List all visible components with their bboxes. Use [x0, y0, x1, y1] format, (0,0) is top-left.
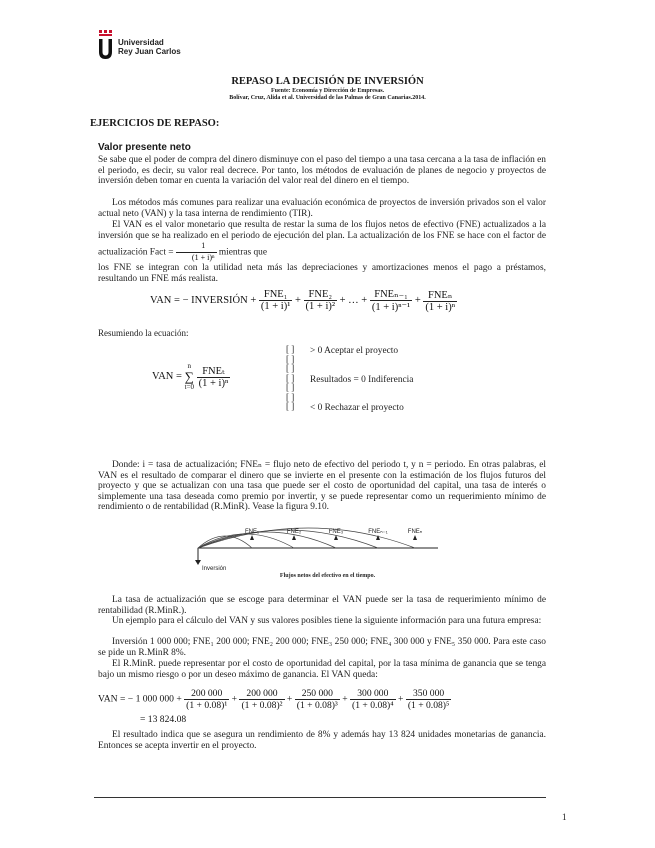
paragraph-6: La tasa de actualización que se escoge para determinar el VAN puede ser la tasa de requerimiento mínimo de rentabilidad (R.MinR.).	[98, 595, 546, 616]
page-number: 1	[562, 812, 567, 822]
example-num-5: 350 000	[406, 688, 452, 700]
term-2-num: FNE₂	[304, 289, 337, 301]
time-axis	[195, 548, 438, 565]
term-4-den: (1 + i)ⁿ	[425, 301, 456, 313]
summary-lhs: VAN =	[152, 370, 182, 382]
plus-sign: +	[231, 693, 238, 705]
van-formula-lhs: VAN = − INVERSIÓN +	[150, 294, 257, 306]
paragraph-10: El resultado indica que se asegura un rendimiento de 8% y además hay 13 824 unidades monetarias de ganancia. Entonces se acepta invertir en el proyecto.	[98, 730, 546, 751]
flow-label-3: FNE₃	[328, 529, 344, 535]
example-num-4: 300 000	[350, 688, 396, 700]
flow-label-5: FNEₙ	[407, 529, 423, 535]
sigma-block	[185, 362, 194, 391]
ellipsis: + … +	[339, 294, 368, 306]
sigma-bottom: t=0	[184, 383, 194, 391]
footer-divider	[94, 797, 546, 798]
fact-denominator: (1 + i)ⁿ	[191, 252, 215, 262]
example-num-1: 200 000	[184, 688, 229, 700]
figure-caption: Flujos netos del efectivo en el tiempo.	[279, 573, 376, 579]
urjc-logo-icon	[99, 30, 112, 59]
subsection-title: Valor presente neto	[98, 142, 191, 153]
plus-sign: +	[342, 693, 348, 705]
source-line-1: Fuente: Economía y Dirección de Empresas.	[270, 88, 385, 94]
case-reject: < 0 Rechazar el proyecto	[310, 403, 404, 413]
example-term-2	[239, 688, 284, 711]
institution-line2: Rey Juan Carlos	[118, 47, 181, 56]
source-line-2: Bolívar, Cruz, Alida et al. Universidad de las Palmas de Gran Canarias.2014.	[229, 95, 426, 101]
institution-line1: Universidad	[118, 38, 164, 47]
term-2-den: (1 + i)²	[305, 301, 336, 312]
example-lhs: VAN = − 1 000 000 +	[98, 693, 182, 705]
paragraph-3-text: El VAN es el valor monetario que resulta de restar la suma de los flujos netos de efectivo (FNE) actualizados a la inversión que se ha realizado en el periodo de ejecución del plan. La actualización de los FNE se hace con el factor de actualización Fact =	[98, 220, 546, 258]
term-1-num: FNE₁	[259, 289, 292, 301]
example-den-1: (1 + 0.08)¹	[186, 700, 228, 711]
flow-label-2: FNE₂	[286, 529, 302, 535]
summary-den: (1 + i)ⁿ	[198, 377, 229, 389]
paragraph-9: El R.MinR. puede representar por el costo de oportunidad del capital, por la tasa mínima de ganancia que se tenga bajo un mismo riesgo o por un deseo máximo de ganancia. El VAN queda:	[98, 659, 546, 680]
example-den-2: (1 + 0.08)²	[241, 700, 283, 711]
investment-label: Inversión	[202, 566, 227, 572]
sigma-icon: ∑	[184, 369, 194, 384]
plus-sign: +	[397, 693, 404, 705]
paragraph-3-after: mientras que	[218, 247, 268, 258]
example-num-3: 250 000	[295, 688, 340, 700]
flow-label-1: FNE₁	[244, 529, 260, 535]
example-formula	[98, 688, 451, 711]
example-num-2: 200 000	[239, 688, 284, 700]
example-term-3	[295, 688, 340, 711]
term-4	[423, 289, 457, 313]
fact-numerator: 1	[176, 241, 217, 253]
example-den-5: (1 + 0.08)⁵	[407, 700, 450, 711]
van-formula	[150, 288, 457, 313]
paragraph-1: Se sabe que el poder de compra del dinero disminuye con el paso del tiempo a una tasa cercana a la tasa de inflación en el periodo, es decir, su valor real decrece. Por tanto, los métodos de evaluación de planes de negocio y proyectos de inversión deben tomar en cuenta la variación del valor real del dinero en el tiempo.	[98, 155, 546, 187]
example-term-5	[406, 688, 452, 711]
paragraph-2: Los métodos más comunes para realizar una evaluación económica de proyectos de inversión privados son el valor actual neto (VAN) y la tasa interna de rendimiento (TIR).	[98, 198, 546, 219]
example-den-4: (1 + 0.08)⁴	[352, 700, 394, 711]
section-title: EJERCICIOS DE REPASO:	[90, 118, 220, 129]
example-result: = 13 824.08	[140, 714, 187, 725]
paragraph-7: Un ejemplo para el cálculo del VAN y sus valores posibles tiene la siguiente información para una futura empresa:	[112, 616, 542, 626]
plus-sign: +	[294, 294, 301, 306]
summary-formula	[152, 362, 230, 391]
flow-label-4: FNEₙ₋₁	[368, 529, 388, 535]
term-4-num: FNEₙ	[423, 289, 457, 302]
case-bracket: [ ] [ ] [ ] [ ] [ ] [ ] [ ]	[286, 344, 295, 411]
example-term-4	[350, 688, 396, 711]
term-3	[370, 288, 412, 313]
term-1	[259, 289, 292, 312]
case-indifference: Resultados = 0 Indiferencia	[310, 375, 414, 385]
paragraph-5: Donde: i = tasa de actualización; FNEₙ = flujo neto de efectivo del periodo t, y n = periodo. En otras palabras, el VAN es el resultado de comparar el dinero que se invierte en el presente con la estimación de los flujos futuros del proyecto y que se actualizan con una tasa que puede ser el costo de oportunidad del capital, una tasa de interés o simplemente una tasa deseada como premio por invertir, y se puede representar como un requerimiento mínimo de rendimiento o de rentabilidad (R.MinR). Vease la figura 9.10.	[98, 460, 546, 513]
case-accept: > 0 Aceptar el proyecto	[310, 346, 399, 356]
plus-sign: +	[414, 294, 421, 306]
sigma-top: n	[187, 362, 192, 370]
institution-name	[118, 38, 181, 56]
summary-num: FNEₜ	[197, 365, 231, 378]
example-den-3: (1 + 0.08)³	[296, 700, 338, 711]
term-2	[304, 289, 337, 312]
term-3-den: (1 + i)ⁿ⁻¹	[371, 302, 411, 313]
term-1-den: (1 + i)¹	[260, 301, 291, 312]
cash-flow-figure	[190, 518, 450, 572]
paragraph-3	[98, 220, 546, 263]
fact-fraction	[176, 241, 217, 263]
plus-sign: +	[286, 693, 293, 705]
term-3-num: FNEₙ₋₁	[370, 288, 412, 301]
summary-label: Resumiendo la ecuación:	[98, 328, 189, 338]
document-title: REPASO LA DECISIÓN DE INVERSIÓN	[231, 76, 424, 87]
example-term-1	[184, 688, 229, 711]
summary-fraction	[197, 365, 231, 389]
paragraph-8: Inversión 1 000 000; FNE₁ 200 000; FNE₂ 200 000; FNE₃ 250 000; FNE₄ 300 000 y FNE₅ 350 000. Para este caso se pide un R.MinR 8%.	[98, 637, 546, 658]
paragraph-4: los FNE se integran con la utilidad neta más las depreciaciones y amortizaciones menos el pago a préstamos, resultando un FNE más realista.	[98, 263, 546, 284]
